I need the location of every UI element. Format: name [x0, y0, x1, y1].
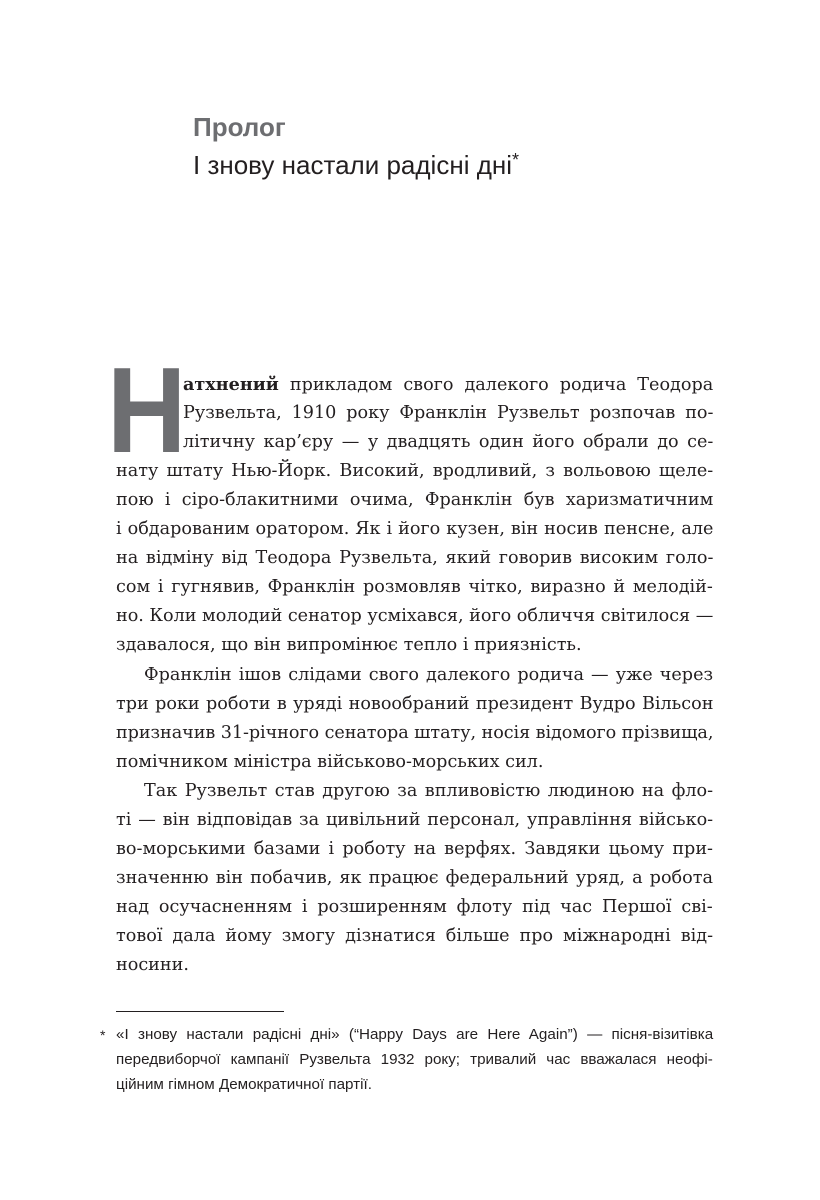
body-line: сом і гугнявив, Франклін розмовляв чітко, виразно й мелодій-: [116, 577, 713, 597]
chapter-label: Пролог: [193, 112, 286, 142]
body-line: Франклін ішов слідами свого далекого родича — уже через: [144, 665, 714, 685]
body-line: носини.: [116, 955, 189, 975]
body-line: літичну кар’єру — у двадцять один його обрали до се-: [183, 432, 714, 452]
body-line: нату штату Нью-Йорк. Високий, вродливий, з вольовою щеле-: [116, 461, 714, 481]
body-line: Рузвельта, 1910 року Франклін Рузвельт розпочав по-: [183, 403, 714, 423]
body-line: три роки роботи в уряді новообраний президент Вудро Вільсон: [116, 694, 714, 714]
body-line: і обдарованим оратором. Як і його кузен, він носив пенсне, але: [116, 519, 714, 539]
lead-bold-word: атхнений: [183, 374, 279, 395]
chapter-title: [193, 150, 519, 181]
footnote-marker: *: [100, 1027, 106, 1043]
body-line: во-морськими базами і роботу на верфях. Завдяки цьому при-: [116, 839, 713, 859]
footnote-line: ційним гімном Демократичної партії.: [116, 1076, 372, 1093]
body-line: Так Рузвельт став другою за впливовістю людиною на фло-: [144, 781, 714, 801]
footnote-reference: *: [512, 150, 520, 170]
body-line: помічником міністра військово-морських сил.: [116, 752, 544, 772]
footnote-line: передвиборчої кампанії Рузвельта 1932 року; тривалий час вважалася неофі-: [116, 1051, 713, 1068]
body-line-text: прикладом свого далекого родича Теодора: [278, 375, 714, 395]
body-line: значенню він побачив, як працює федеральний уряд, а робота: [116, 868, 713, 888]
body-line: на відміну від Теодора Рузвельта, який говорив високим голо-: [116, 548, 714, 568]
body-line: тової дала йому змогу дізнатися більше про міжнародні від-: [116, 926, 714, 946]
body-line: [183, 376, 713, 395]
footnote-divider: [116, 1011, 284, 1012]
body-line: здавалося, що він випромінює тепло і приязність.: [116, 635, 582, 655]
body-line: пою і сіро-блакитними очима, Франклін був харизматичним: [116, 490, 714, 510]
body-line: над осучасненням і розширенням флоту під час Першої сві-: [116, 897, 713, 917]
body-line: призначив 31-річного сенатора штату, носія відомого прізвища,: [116, 723, 714, 743]
body-line: но. Коли молодий сенатор усміхався, його обличчя світилося —: [116, 606, 714, 626]
body-line: ті — він відповідав за цивільний персонал, управління військо-: [116, 810, 714, 830]
chapter-title-text: І знову настали радісні дні: [193, 150, 512, 180]
drop-cap: Н: [107, 342, 187, 478]
footnote-line: «І знову настали радісні дні» (“Happy Days are Here Again”) — пісня-візитівка: [116, 1026, 714, 1043]
